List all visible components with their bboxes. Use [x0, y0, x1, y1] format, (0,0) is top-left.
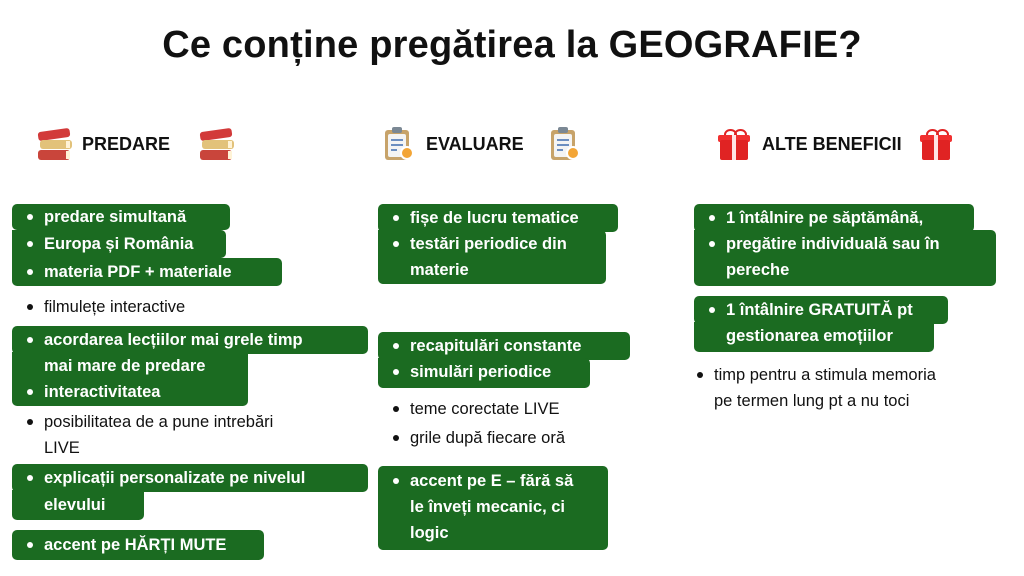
list-item-continuation: le înveți mecanic, ci [410, 498, 565, 516]
books-icon [198, 126, 234, 162]
alte-beneficii-header [716, 122, 954, 166]
predare-box-4 [12, 326, 368, 354]
list-item: pregătire individuală sau în [706, 231, 988, 257]
predare-label: PREDARE [82, 133, 171, 154]
alte-box-2 [694, 230, 996, 286]
list-item: 1 întâlnire pe săptămână, [706, 205, 966, 231]
list-item-continuation: mai mare de predare [44, 357, 206, 375]
evaluare-box-3 [378, 332, 630, 360]
gift-icon [918, 126, 954, 162]
gift-icon [716, 126, 752, 162]
list-item-continuation: gestionarea emoțiilor [726, 327, 893, 345]
evaluare-plain-1 [378, 396, 678, 451]
predare-plain-1 [12, 294, 332, 320]
list-item: teme corectate LIVE [390, 396, 678, 422]
alte-box-1 [694, 204, 974, 232]
evaluare-box-1 [378, 204, 618, 232]
predare-header [36, 122, 234, 166]
predare-box-1 [12, 204, 230, 230]
list-item: grile după fiecare oră [390, 425, 678, 451]
predare-box-2 [12, 230, 226, 258]
list-item-continuation: pe termen lung pt a nu toci [714, 392, 910, 410]
list-item: interactivitatea [24, 379, 240, 405]
predare-box-5 [12, 352, 248, 406]
books-icon [36, 126, 72, 162]
predare-plain-2 [12, 409, 362, 461]
evaluare-label: EVALUARE [426, 133, 524, 154]
evaluare-box-2 [378, 230, 606, 284]
list-item: materia PDF + materiale [24, 259, 274, 285]
evaluare-box-4 [378, 358, 590, 388]
list-item: explicații personalizate pe nivelul [24, 465, 360, 491]
evaluare-box-5 [378, 466, 608, 550]
list-item: accent pe HĂRȚI MUTE [24, 532, 256, 558]
list-item-continuation: elevului [44, 496, 106, 514]
list-item-continuation: LIVE [44, 439, 80, 457]
clipboard-icon [380, 126, 416, 162]
page-title: Ce conține pregătirea la GEOGRAFIE? [162, 24, 862, 66]
list-item: acordarea lecțiilor mai grele timp [24, 327, 360, 353]
list-item-continuation: materie [410, 261, 469, 279]
alte-plain-1 [682, 362, 1002, 414]
list-item-continuation: pereche [726, 261, 790, 279]
evaluare-header [380, 122, 582, 166]
clipboard-icon [546, 126, 582, 162]
predare-box-8 [12, 530, 264, 560]
list-item: filmulețe interactive [24, 294, 332, 320]
list-item: Europa și România [24, 231, 218, 257]
predare-box-7 [12, 490, 144, 520]
list-item: fișe de lucru tematice [390, 205, 610, 231]
list-item: 1 întâlnire GRATUITĂ pt [706, 297, 940, 323]
list-item-continuation: logic [410, 524, 449, 542]
list-item: testări periodice din [390, 231, 598, 257]
predare-box-6 [12, 464, 368, 492]
alte-beneficii-label: ALTE BENEFICII [762, 133, 902, 154]
list-item: accent pe E – fără să [390, 468, 600, 494]
list-item: predare simultană [24, 204, 222, 230]
alte-box-3 [694, 296, 948, 324]
list-item: simulări periodice [390, 359, 582, 385]
list-item: posibilitatea de a pune intrebări [24, 409, 362, 435]
predare-box-3 [12, 258, 282, 286]
alte-box-4 [694, 322, 934, 352]
list-item: recapitulări constante [390, 333, 622, 359]
list-item: timp pentru a stimula memoria [694, 362, 1002, 388]
